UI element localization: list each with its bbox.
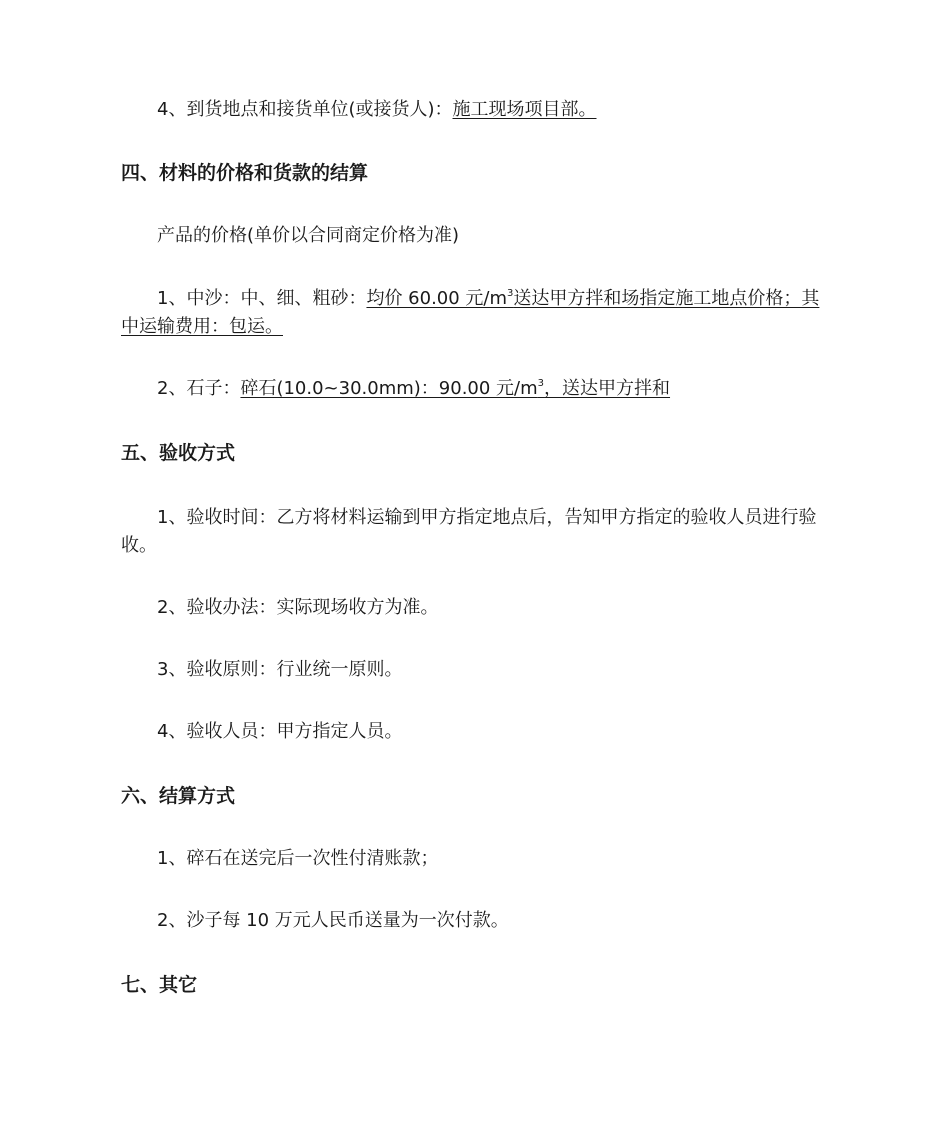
price-item-stone-value [240, 378, 670, 399]
settlement-gravel: 1、碎石在送完后一次性付清账款； [157, 848, 439, 869]
acceptance-method: 2、验收办法：实际现场收方为准。 [157, 597, 439, 618]
acceptance-principle: 3、验收原则：行业统一原则。 [157, 659, 403, 680]
delivery-location-value: 施工现场项目部。 [452, 99, 597, 120]
sand-price: 均价 60.00 元/m [366, 288, 508, 309]
section-heading-price: 四、材料的价格和货款的结算 [121, 162, 369, 184]
section-heading-other: 七、其它 [121, 974, 198, 996]
section-heading-acceptance: 五、验收方式 [121, 442, 236, 464]
acceptance-personnel: 4、验收人员：甲方指定人员。 [157, 721, 403, 742]
stone-terms: ，送达甲方拌和 [544, 378, 671, 399]
acceptance-time: 1、验收时间：乙方将材料运输到甲方指定地点后，告知甲方指定的验收人员进行验收。 [121, 507, 817, 556]
settlement-sand: 2、沙子每 10 万元人民币送量为一次付款。 [157, 910, 509, 931]
sand-unit-exponent: 3 [507, 288, 514, 299]
price-item-sand [121, 285, 833, 341]
stone-unit-exponent: 3 [537, 378, 545, 389]
section-heading-settlement: 六、结算方式 [121, 785, 236, 807]
price-intro: 产品的价格(单价以合同商定价格为准) [157, 225, 460, 246]
delivery-location-label: 4、到货地点和接货单位(或接货人)： [157, 99, 453, 120]
sand-terms: 送达甲方拌和场指定施工地点价格；其中运输费用：包运。 [121, 288, 820, 337]
delivery-location-item [157, 96, 597, 124]
price-item-stone [157, 375, 670, 403]
price-item-stone-label: 2、石子： [157, 378, 241, 399]
price-item-sand-label: 1、中沙：中、细、粗砂： [157, 288, 367, 309]
stone-price: 碎石(10.0~30.0mm)：90.00 元/m [240, 378, 538, 399]
